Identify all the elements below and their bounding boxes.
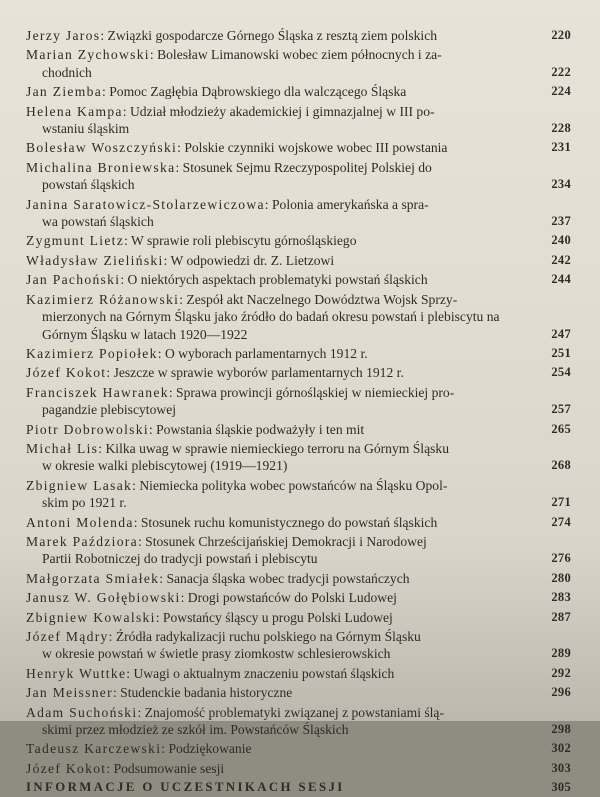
participants-info-heading: INFORMACJE O UCZESTNIKACH SESJI [26,780,345,795]
entry-author: Antoni Molenda [26,514,134,530]
entry-title: Polskie czynniki wojskowe wobec III powstania [184,140,448,156]
entry-author: Józef Mądry [26,629,109,644]
entry-page-number: 222 [551,64,571,79]
entry-first-line [26,27,529,44]
entry-first-line [26,609,529,626]
entry-first-line [26,514,529,531]
entry-page-number: 305 [551,780,571,795]
entry-page-number: 237 [551,214,571,229]
toc-entry [26,609,571,626]
entry-first-line [26,232,529,249]
entry-first-line [26,533,529,550]
author-separator: : [175,159,183,175]
entry-page-number: 271 [551,495,571,510]
toc-entry [26,364,571,381]
entry-author: Piotr Dobrowolski [26,421,149,437]
author-separator: : [177,140,185,156]
author-separator: : [159,570,167,586]
entry-title: W odpowiedzi dr. Z. Lietzowi [170,252,335,268]
entry-author: Józef Kokot [26,760,107,776]
author-separator: : [108,629,116,644]
entry-title: Uwagi o aktualnym znaczeniu powstań śląskich [133,665,395,681]
author-separator: : [157,345,165,361]
entry-author: Michał Lis [26,440,99,456]
author-separator: : [137,704,145,720]
author-separator: : [180,590,188,606]
entry-page-number: 274 [551,514,571,529]
entry-page-number: 276 [551,551,571,566]
entry-page-number: 292 [551,665,571,680]
entry-author: Helena Kampa [26,103,123,119]
entry-title: Pomoc Zagłębia Dąbrowskiego dla walczącego Śląska [109,84,407,100]
entry-author: Bolesław Woszczyński [26,140,178,156]
toc-entry [26,232,571,249]
entry-page-number: 247 [551,326,571,341]
toc-entry [26,665,571,682]
entry-title: Stosunek Chrześcijańskiej Demokracji i Narodowej [145,533,427,549]
entry-page-number: 302 [551,741,571,756]
entry-first-line [26,159,529,176]
entry-author: Franciszek Hawranek [26,384,169,400]
entry-title: Zespół akt Naczelnego Dowództwa Wojsk Sprzy- [186,291,458,307]
author-separator: : [106,760,114,776]
entry-author: Zygmunt Lietz [26,233,125,249]
entry-page-number: 251 [551,345,571,360]
entry-author: Jan Pachoński [26,272,121,288]
entry-title: O niektórych aspektach problematyki powstań śląskich [127,272,428,288]
entry-title: Powstania śląskie podważyły i ten mit [156,421,365,437]
toc-entry [26,740,571,757]
entry-title: Polonia amerykańska a spra- [271,196,429,212]
author-separator: : [149,47,158,63]
toc-entry [26,704,571,739]
toc-entry [26,533,571,568]
entry-first-line [26,740,529,757]
author-separator: : [155,609,163,625]
author-separator: : [168,384,177,400]
entry-page-number: 242 [551,252,571,267]
entry-page-number: 240 [551,233,571,248]
author-separator: : [102,84,110,100]
entry-title: Bolesław Limanowski wobec ziem północnych i za- [157,47,442,63]
entry-page-number: 289 [551,646,571,661]
entry-title: Jeszcze w sprawie wyborów parlamentarnych 1912 r. [113,365,404,381]
entry-page-number: 257 [551,402,571,417]
toc-entry [26,477,571,512]
entry-first-line [26,46,529,63]
entry-first-line [26,704,529,721]
entry-author: Adam Suchoński [26,704,138,720]
entry-author: Henryk Wuttke [26,665,127,681]
entry-title: Stosunek Sejmu Rzeczypospolitej Polskiej do [182,159,432,175]
author-separator: : [106,365,114,381]
entry-first-line [26,345,529,362]
toc-entry [26,345,571,362]
toc-entry [26,760,571,777]
entry-first-line [26,589,529,606]
entry-title: Niemiecka polityka wobec powstańców na Śląsku Opol- [139,477,448,493]
table-of-contents [26,27,571,797]
entry-title: Udział młodzieży akademickiej i gimnazjalnej w III po- [129,103,435,119]
entry-title: Studenckie badania historyczne [120,685,293,701]
toc-entry [26,514,571,531]
entry-author: Marian Zychowski [26,47,150,63]
entry-author: Jan Ziemba [26,84,103,100]
entry-author: Janina Saratowicz-Stolarzewiczowa [26,196,265,212]
entry-title: Podsumowanie sesji [113,760,225,776]
entry-title: Źródła radykalizacji ruchu polskiego na Górnym Śląsku [115,629,421,644]
entry-title-continuation: pagandzie plebiscytowej [42,402,176,418]
entry-title-continuation: w okresie powstań w świetle prasy ziomkostw schlesierowskich [42,646,391,662]
entry-author: Zbigniew Kowalski [26,609,156,625]
author-separator: : [112,685,121,701]
entry-page-number: 234 [551,177,571,192]
entry-title: Podziękowanie [168,741,252,757]
entry-title-continuation: mierzonych na Górnym Śląsku jako źródło do badań okresu powstań i plebiscytu na Górnym Śląsku w latach 1920—1922 [42,309,500,342]
entry-author: Jan Meissner [26,685,113,701]
toc-entry [26,159,571,194]
entry-first-line [26,440,529,457]
entry-first-line [26,421,529,438]
entry-first-line [26,477,529,494]
entry-title-continuation: Partii Robotniczej do tradycji powstań i plebiscytu [42,551,318,567]
entry-first-line [26,760,529,777]
entry-first-line [26,252,529,269]
toc-entry [26,271,571,288]
entry-title: Sanacja śląska wobec tradycji powstańczych [166,570,410,586]
author-separator: : [120,272,128,288]
entry-first-line [26,384,529,401]
entry-page-number: 303 [551,760,571,775]
author-separator: : [126,665,134,681]
author-separator: : [122,103,130,119]
entry-page-number: 268 [551,458,571,473]
entry-page-number: 254 [551,365,571,380]
author-separator: : [179,291,187,307]
toc-entry [26,46,571,81]
entry-first-line [26,139,529,156]
entry-page-number: 220 [551,28,571,42]
author-separator: : [124,233,132,249]
author-separator: : [264,196,272,212]
entry-page-number: 244 [551,272,571,287]
entry-author: Janusz W. Gołębiowski [26,590,181,606]
toc-entry [26,589,571,606]
entry-title: Znajomość problematyki związanej z powstaniami ślą- [144,704,444,720]
author-separator: : [137,533,146,549]
entry-title: W sprawie roli plebiscytu górnośląskiego [131,233,357,249]
entry-first-line [26,570,529,587]
author-separator: : [161,741,169,757]
entry-title-continuation: skim po 1921 r. [42,495,127,511]
entry-title-continuation: skimi przez młodzież ze szkół im. Powstańców Śląskich [42,722,349,738]
entry-first-line [26,196,529,213]
entry-first-line [26,364,529,381]
entry-first-line [26,684,529,701]
toc-entry [26,83,571,100]
toc-entry [26,684,571,701]
entry-author: Kazimierz Różanowski [26,291,180,307]
entry-first-line [26,665,529,682]
entry-title: Stosunek ruchu komunistycznego do powstań śląskich [140,514,438,530]
toc-entry [26,27,571,44]
entry-first-line [26,271,529,288]
entry-author: Małgorzata Smiałek [26,570,160,586]
entry-page-number: 298 [551,722,571,737]
entry-title: Kilka uwag w sprawie niemieckiego terroru na Górnym Śląsku [105,440,449,456]
author-separator: : [163,252,171,268]
author-separator: : [98,440,106,456]
entry-first-line [26,628,529,645]
entry-title: Związki gospodarcze Górnego Śląska z resztą ziem polskich [107,28,438,43]
author-separator: : [133,514,141,530]
entry-title: Sprawa prowincji górnośląskiej w niemieckiej pro- [176,384,455,400]
entry-author: Marek Paździora [26,533,138,549]
entry-title-continuation: wa powstań śląskich [42,214,154,230]
entry-author: Zbigniew Lasak [26,477,133,493]
entry-author: Michalina Broniewska [26,159,176,175]
toc-entry [26,628,571,663]
entry-page-number: 228 [551,121,571,136]
toc-entry [26,421,571,438]
toc-entry [26,196,571,231]
entry-first-line [26,103,529,120]
entry-author: Józef Kokot [26,365,107,381]
entry-page-number: 287 [551,609,571,624]
toc-entry-final [26,779,571,796]
author-separator: : [100,28,108,43]
entry-page-number: 224 [551,84,571,99]
toc-entry [26,384,571,419]
entry-title: O wyborach parlamentarnych 1912 r. [164,345,368,361]
toc-entry [26,252,571,269]
entry-author: Kazimierz Popiołek [26,345,158,361]
entry-author: Władysław Zieliński [26,252,164,268]
entry-title-continuation: chodnich [42,64,92,80]
entry-page-number: 283 [551,590,571,605]
entry-title-continuation: w okresie walki plebiscytowej (1919—1921) [42,458,288,474]
toc-entry [26,440,571,475]
toc-entry [26,291,571,343]
author-separator: : [148,421,157,437]
entry-page-number: 280 [551,570,571,585]
author-separator: : [132,477,140,493]
entry-author: Tadeusz Karczewski [26,741,162,757]
entry-page-number: 231 [551,140,571,155]
entry-first-line [26,291,529,308]
entry-author: Jerzy Jaros [26,28,101,43]
toc-entry [26,139,571,156]
entry-title-continuation: powstań śląskich [42,177,135,193]
entry-page-number: 265 [551,421,571,436]
entry-title-continuation: wstaniu śląskim [42,121,130,137]
toc-entry [26,570,571,587]
toc-entry [26,103,571,138]
entry-first-line [26,83,529,100]
entry-page-number: 296 [551,685,571,700]
entry-title: Drogi powstańców do Polski Ludowej [187,590,397,606]
entry-title: Powstańcy śląscy u progu Polski Ludowej [162,609,393,625]
